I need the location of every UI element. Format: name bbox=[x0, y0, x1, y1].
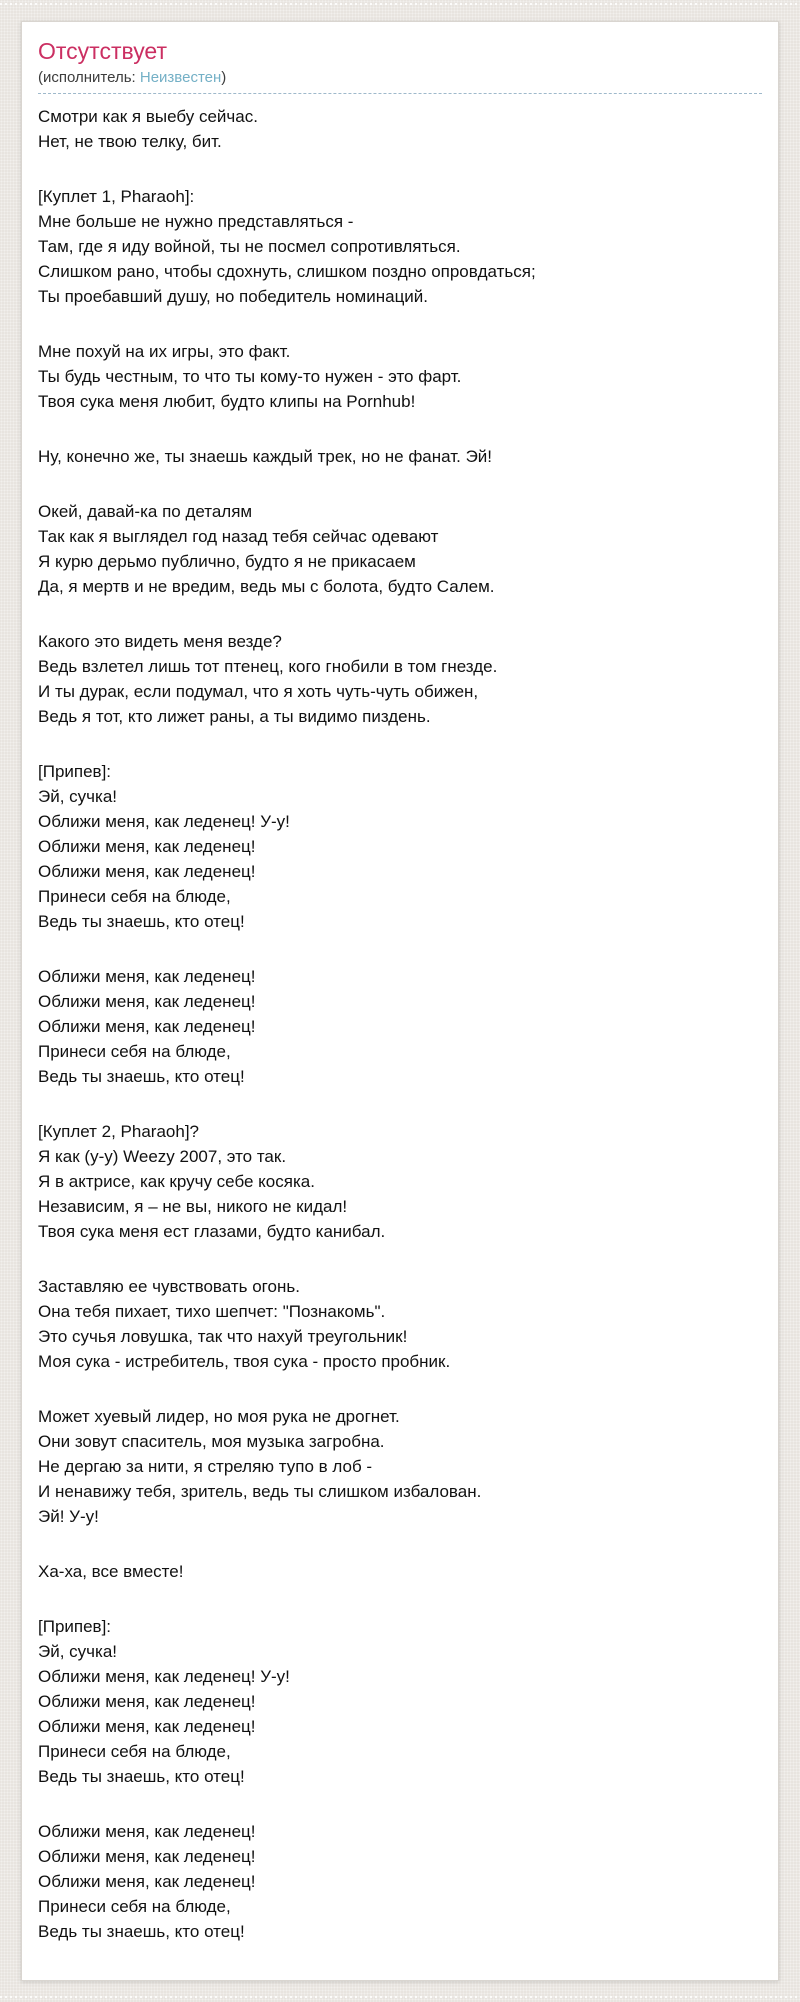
background-dotted-line-top bbox=[0, 3, 800, 5]
stanza: [Куплет 1, Pharaoh]: Мне больше не нужно представляться - Там, где я иду войной, ты не посмел сопротивляться. Слишком рано, чтобы сдохнуть, слишком поздно опровдаться; Ты проебавший душу, но победитель номинаций. bbox=[38, 187, 536, 306]
stanza: Смотри как я выебу сейчас. Нет, не твою телку, бит. bbox=[38, 107, 258, 151]
stanza: Оближи меня, как леденец! Оближи меня, как леденец! Оближи меня, как леденец! Принеси себя на блюде, Ведь ты знаешь, кто отец! bbox=[38, 967, 256, 1086]
song-title: Отсутствует bbox=[38, 38, 167, 64]
background-dotted-line-bottom bbox=[0, 1996, 800, 1998]
artist-line bbox=[38, 68, 762, 94]
stanza: Мне похуй на их игры, это факт. Ты будь честным, то что ты кому-то нужен - это фарт. Твоя сука меня любит, будто клипы на Pornhub! bbox=[38, 342, 462, 411]
stanza: Может хуевый лидер, но моя рука не дрогнет. Они зовут спаситель, моя музыка загробна. Не дергаю за нити, я стреляю тупо в лоб - И ненавижу тебя, зритель, ведь ты слишком избалован. Эй! У-у! bbox=[38, 1407, 482, 1526]
lyrics-text bbox=[38, 104, 762, 1944]
lyrics-card bbox=[21, 21, 779, 1981]
stanza: Ну, конечно же, ты знаешь каждый трек, но не фанат. Эй! bbox=[38, 447, 493, 466]
stanza: Заставляю ее чувствовать огонь. Она тебя пихает, тихо шепчет: "Познакомь". Это сучья ловушка, так что нахуй треугольник! Моя сука - истребитель, твоя сука - просто пробник. bbox=[38, 1277, 451, 1371]
stanza: [Припев]: Эй, сучка! Оближи меня, как леденец! У-у! Оближи меня, как леденец! Оближи меня, как леденец! Принеси себя на блюде, Ведь ты знаешь, кто отец! bbox=[38, 1617, 290, 1786]
stanza: Ха-ха, все вместе! bbox=[38, 1562, 184, 1581]
stanza: Окей, давай-ка по деталям Так как я выглядел год назад тебя сейчас одевают Я курю дерьмо публично, будто я не прикасаем Да, я мертв и не вредим, ведь мы с болота, будто Салем. bbox=[38, 502, 495, 596]
stanza: Какого это видеть меня везде? Ведь взлетел лишь тот птенец, кого гнобили в том гнезде. И ты дурак, если подумал, что я хоть чуть-чуть обижен, Ведь я тот, кто лижет раны, а ты видимо пиздень. bbox=[38, 632, 498, 726]
artist-label-close: ) bbox=[221, 69, 227, 86]
stanza: [Припев]: Эй, сучка! Оближи меня, как леденец! У-у! Оближи меня, как леденец! Оближи меня, как леденец! Принеси себя на блюде, Ведь ты знаешь, кто отец! bbox=[38, 762, 290, 931]
artist-link[interactable]: Неизвестен bbox=[139, 69, 222, 86]
artist-label: (исполнитель: bbox=[38, 69, 140, 86]
stanza: [Куплет 2, Pharaoh]? Я как (у-у) Weezy 2007, это так. Я в актрисе, как кручу себе косяка. Независим, я – не вы, никого не кидал! Твоя сука меня ест глазами, будто канибал. bbox=[38, 1122, 386, 1241]
stanza: Оближи меня, как леденец! Оближи меня, как леденец! Оближи меня, как леденец! Принеси себя на блюде, Ведь ты знаешь, кто отец! bbox=[38, 1822, 256, 1941]
